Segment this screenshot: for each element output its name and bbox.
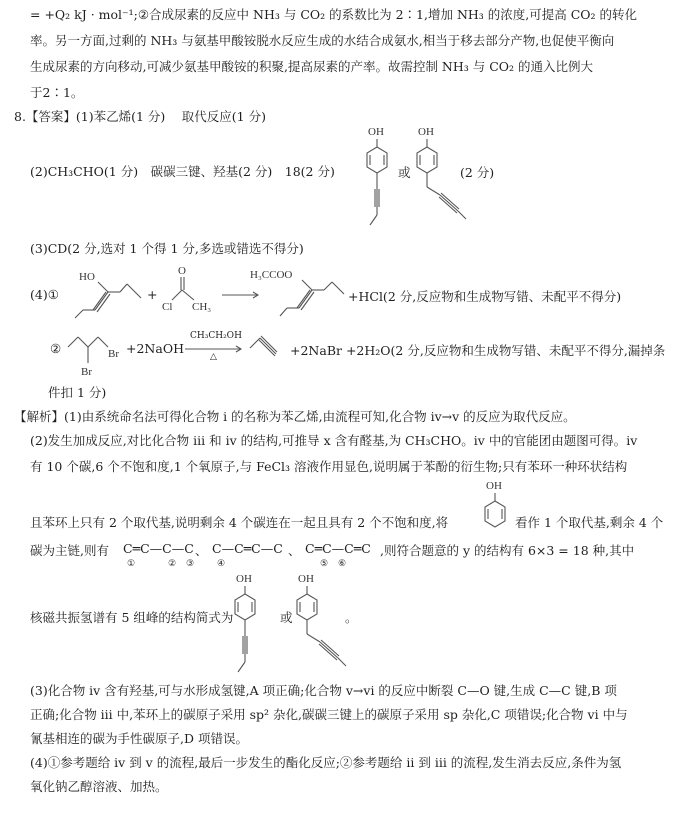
svg-text:CH₃: CH₃ <box>192 301 212 313</box>
part4-2-tail: +2NaBr +2H₂O(2 分,反应物和生成物写错、未配平不得分,漏掉条 <box>290 343 666 358</box>
hept-4-yn-3-ol-structure <box>65 268 145 328</box>
analysis-p4-line: (4)①参考题给 iv 到 v 的流程,最后一步发生的酯化反应;②参考题给 ii 到 iii 的流程,发生消去反应,条件为氢 <box>30 755 622 770</box>
or-label: 或 <box>398 165 411 180</box>
carbon-chain-1: C═C—C—C <box>123 541 194 556</box>
analysis-p2-line3b: 看作 1 个取代基,剩余 4 个 <box>515 515 664 530</box>
position-mark-2: ② <box>168 559 177 569</box>
svg-text:OH: OH <box>298 573 314 585</box>
period: 。 <box>345 610 358 625</box>
svg-text:OH: OH <box>418 126 434 138</box>
position-mark-5: ⑤ <box>320 559 329 569</box>
analysis-p2-line4a: 碳为主链,则有 <box>30 543 109 558</box>
svg-text:OH: OH <box>368 126 384 138</box>
svg-text:OH: OH <box>236 573 252 585</box>
analysis-p2-line3a: 且苯环上只有 2 个取代基,说明剩余 4 个碳连在一起且具有 2 个不饱和度,将 <box>30 515 449 530</box>
acetyl-chloride-structure <box>160 262 230 312</box>
part4-1-tail: +HCl(2 分,反应物和生成物写错、未配平不得分) <box>348 289 622 304</box>
phenol-butynyl-structure <box>228 572 278 677</box>
part4-2-prefix: ② <box>50 341 62 356</box>
condition-solvent: CH₃CH₂OH <box>190 331 242 341</box>
score-label: (2 分) <box>460 165 495 180</box>
text-line: 于2∶1。 <box>30 85 84 100</box>
analysis-p2-line: (2)发生加成反应,对比化合物 iii 和 iv 的结构,可推导 x 含有醛基,为 CH₃CHO。iv 中的官能团由题图可得。iv <box>30 433 638 448</box>
carbon-chain-3: C═C—C═C <box>305 541 371 556</box>
answer-part-2: (2)CH₃CHO(1 分) 碳碳三键、羟基(2 分) 18(2 分) <box>30 164 335 179</box>
chain-sep: 、 <box>288 543 301 558</box>
condition-heat: △ <box>210 352 217 362</box>
analysis-p3-line: 正确;化合物 iii 中,苯环上的碳原子采用 sp² 杂化,碳碳三键上的碳原子采用 sp 杂化,C 项错误;化合物 vi 中与 <box>30 707 628 722</box>
text-line: = +Q₂ kJ · mol⁻¹;②合成尿素的反应中 NH₃ 与 CO₂ 的系数比为 2∶1,增加 NH₃ 的浓度,可提高 CO₂ 的转化 <box>30 7 638 22</box>
phenol-structure <box>478 479 518 539</box>
position-mark-4: ④ <box>217 559 226 569</box>
position-mark-6: ⑥ <box>338 559 347 569</box>
text-line: 率。另一方面,过剩的 NH₃ 与氨基甲酸铵脱水反应生成的水结合成氨水,相当于移去部分产物,也促使平衡向 <box>30 33 615 48</box>
analysis-p2-line4b: ,则符合题意的 y 的结构有 6×3 = 18 种,其中 <box>380 543 635 558</box>
svg-text:HO: HO <box>79 271 95 283</box>
ester-product-structure <box>250 266 350 326</box>
svg-text:O: O <box>178 265 186 277</box>
part4-1-prefix: (4)① <box>30 287 59 302</box>
svg-text:Br: Br <box>108 348 119 360</box>
svg-text:Br: Br <box>81 366 92 378</box>
butyne-structure <box>248 334 288 364</box>
answer-header: 8.【答案】(1)苯乙烯(1 分) 取代反应(1 分) <box>14 109 266 124</box>
chain-sep: 、 <box>195 543 208 558</box>
svg-text:OH: OH <box>486 480 502 492</box>
text-line: 生成尿素的方向移动,可减少氨基甲酸铵的积聚,提高尿素的产率。故需控制 NH₃ 与 CO₂ 的通入比例大 <box>30 59 594 74</box>
position-mark-1: ① <box>127 559 136 569</box>
analysis-p3-line: 氰基相连的碳为手性碳原子,D 项错误。 <box>30 731 248 746</box>
part4-2-tail2: 件扣 1 分) <box>48 385 107 400</box>
analysis-p1: 【解析】(1)由系统命名法可得化合物 i 的名称为苯乙烯,由流程可知,化合物 iv→v 的反应为取代反应。 <box>14 409 576 424</box>
analysis-p2-line5a: 核磁共振氢谱有 5 组峰的结构简式为 <box>30 610 234 625</box>
or-label: 或 <box>280 610 293 625</box>
plus: + <box>147 287 158 302</box>
analysis-p3-line: (3)化合物 iv 含有羟基,可与水形成氢键,A 项正确;化合物 v→vi 的反应中断裂 C—O 键,生成 C—C 键,B 项 <box>30 683 617 698</box>
naoh-label: +2NaOH <box>126 341 184 356</box>
analysis-p2-line: 有 10 个碳,6 个不饱和度,1 个氧原子,与 FeCl₃ 溶液作用显色,说明属于苯酚的衍生物;只有苯环一种环状结构 <box>30 459 628 474</box>
svg-text:H₃CCOO: H₃CCOO <box>250 269 293 281</box>
answer-part-3: (3)CD(2 分,选对 1 个得 1 分,多选或错选不得分) <box>30 241 304 256</box>
svg-text:Cl: Cl <box>162 301 173 313</box>
position-mark-3: ③ <box>186 559 195 569</box>
dibromobutane-structure <box>66 333 126 383</box>
analysis-p4-line: 氧化钠乙醇溶液、加热。 <box>30 779 168 794</box>
carbon-chain-2: C—C═C—C <box>212 541 283 556</box>
